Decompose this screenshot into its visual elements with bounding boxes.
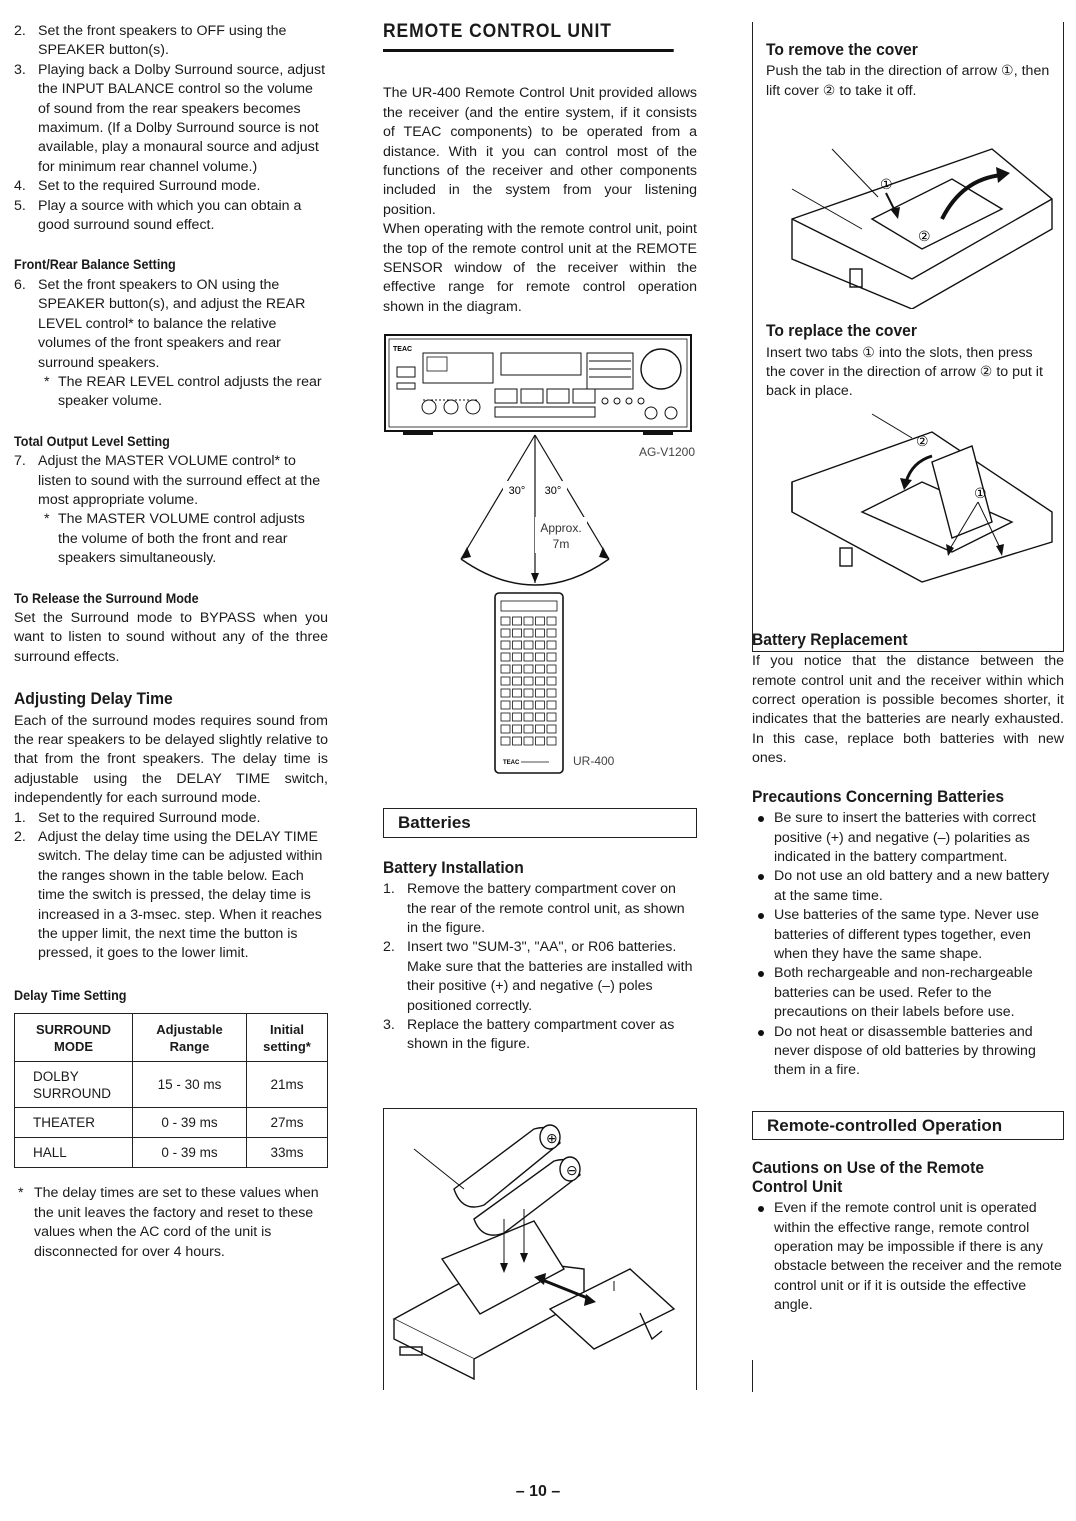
list-item: 3. Playing back a Dolby Surround source, adjust the INPUT BALANCE control so the volume of sound from the rear speakers becomes maximum. (If a Dolby Surround source is not available, play a monaural source and adjust for minimum rear channel volume.) <box>14 61 326 175</box>
table-header: Initial setting* <box>247 1014 328 1062</box>
receiver-illustration <box>385 335 695 459</box>
delay-intro: Each of the surround modes requires sound from the rear speakers to be delayed slightly relative to that from the front speakers. The delay time is adjustable using the DELAY TIME switch, independently for each surround mode. <box>14 712 328 807</box>
table-row <box>15 1138 328 1168</box>
tab-label-1: ① <box>880 176 893 193</box>
column-middle <box>383 22 697 1055</box>
receiver-model-label: AG-V1200 <box>638 445 695 460</box>
distance-label: Approx. <box>540 521 582 536</box>
cover-label-2: ② <box>916 432 929 449</box>
list-item: Both rechargeable and non-rechargeable batteries can be used. Refer to the precautions on their labels before use. <box>752 964 1064 1022</box>
delay-time-table <box>14 1013 328 1168</box>
column-rule <box>752 1360 753 1392</box>
receiver-brand: TEAC <box>393 346 413 354</box>
table-header-row <box>15 1014 328 1062</box>
remote-intro-2: When operating with the remote control unit, point the top of the remote control unit at the REMOTE SENSOR window of the receiver within the effective range for remote control operation shown in the diagram. <box>383 221 697 315</box>
replace-cover-heading: To replace the cover <box>766 321 917 341</box>
table-cell: 33ms <box>247 1138 328 1168</box>
remove-cover-text: Push the tab in the direction of arrow ①, then lift cover ② to take it off. <box>766 63 1050 99</box>
battery-install-figure <box>384 1109 695 1387</box>
list-item: 6. Set the front speakers to ON using the SPEAKER button(s), and adjust the REAR LEVEL control* to balance the relative volumes of the front speakers and rear surround speakers. <box>14 276 306 371</box>
list-item: 2. Set the front speakers to OFF using the SPEAKER button(s). <box>14 23 287 59</box>
page-number: – 10 – <box>515 1483 561 1500</box>
surround-steps-list <box>14 22 328 235</box>
table-cell: 0 - 39 ms <box>133 1138 247 1168</box>
table-header: Adjustable Range <box>133 1014 247 1062</box>
batteries-heading: Batteries <box>383 808 697 837</box>
list-item: 1. Remove the battery compartment cover on the rear of the remote control unit, as shown in the figure. <box>383 881 685 936</box>
delay-steps-list <box>14 809 328 964</box>
list-item: Even if the remote control unit is operated within the effective range, remote control operation may be impossible if there is any obstacle between the receiver and the remote control unit or if it is outside the effective angle. <box>752 1199 1064 1315</box>
remove-cover-figure <box>752 109 1062 309</box>
remove-cover-heading: To remove the cover <box>766 40 918 59</box>
table-row <box>15 1108 328 1138</box>
column-right <box>752 22 1064 1316</box>
cover-label-2: ② <box>918 228 931 245</box>
table-cell: 0 - 39 ms <box>133 1108 247 1138</box>
remote-control-illustration <box>495 593 615 773</box>
battery-replacement-text: If you notice that the distance between the remote control unit and the receiver within which correct operation is possible becomes shorter, it indicates that the batteries are nearly exhausted. In this case, replace both batteries with new ones. <box>752 653 1064 767</box>
tab-label-1: ① <box>974 484 987 501</box>
delay-table-heading: Delay Time Setting <box>14 986 127 1003</box>
list-item: 1. Set to the required Surround mode. <box>14 809 261 826</box>
install-steps-list <box>383 880 697 1055</box>
table-cell: 15 - 30 ms <box>133 1062 247 1108</box>
list-item: Do not heat or disassemble batteries and never dispose of old batteries by throwing them in a fire. <box>752 1023 1064 1081</box>
list-item: 2. Insert two "SUM-3", "AA", or R06 batteries. Make sure that the batteries are installed with their positive (+) and negative (–) poles positioned correctly. <box>383 939 693 1014</box>
column-left <box>14 22 328 1262</box>
table-footnote: * The delay times are set to these values when the unit leaves the factory and reset to these values when the AC cord of the unit is disconnected for over 4 hours. <box>18 1185 319 1260</box>
table-row <box>15 1062 328 1108</box>
range-cone <box>461 435 609 585</box>
battery-figure-frame <box>383 1108 697 1390</box>
table-cell: 27ms <box>247 1108 328 1138</box>
table-header: SURROUND MODE <box>15 1014 133 1062</box>
list-item: 4. Set to the required Surround mode. <box>14 178 261 195</box>
list-item: 5. Play a source with which you can obtain a good surround sound effect. <box>14 197 302 234</box>
cautions-list <box>752 1199 1064 1315</box>
release-surround-heading: To Release the Surround Mode <box>14 589 199 606</box>
angle-left-label: 30° <box>508 485 526 498</box>
remote-brand: TEAC <box>503 760 520 767</box>
svg-text:⊖: ⊖ <box>566 1162 578 1178</box>
replace-cover-figure <box>752 402 1062 602</box>
svg-text:⊕: ⊕ <box>546 1130 558 1146</box>
list-item: Do not use an old battery and a new battery at the same time. <box>752 867 1064 906</box>
distance-value: 7m <box>552 537 570 552</box>
list-item: 3. Replace the battery compartment cover as shown in the figure. <box>383 1016 675 1053</box>
table-cell: 21ms <box>247 1062 328 1108</box>
page-title: REMOTE CONTROL UNIT <box>383 22 674 52</box>
cautions-heading: Cautions on Use of the Remote Control Unit <box>752 1158 985 1197</box>
footnote: * The REAR LEVEL control adjusts the rear speaker volume. <box>44 373 322 410</box>
total-output-heading: Total Output Level Setting <box>14 432 170 449</box>
angle-right-label: 30° <box>544 485 562 498</box>
battery-installation-heading: Battery Installation <box>383 857 524 877</box>
list-item: Use batteries of the same type. Never use batteries of different types together, even when they have the same shape. <box>752 906 1064 964</box>
list-item: 2. Adjust the delay time using the DELAY TIME switch. The delay time can be adjusted within the ranges shown in the table below. Each time the switch is pressed, the delay time is increased in a 3-msec. step. When it reaches the upper limit, the next time the button is pressed, it goes to the lower limit. <box>14 829 323 962</box>
delay-time-heading: Adjusting Delay Time <box>14 689 173 709</box>
table-cell: DOLBY SURROUND <box>15 1062 133 1108</box>
remote-operation-heading: Remote-controlled Operation <box>752 1111 1064 1140</box>
remote-model-label: UR-400 <box>573 754 615 769</box>
replace-cover-text: Insert two tabs ① into the slots, then press the cover in the direction of arrow ② to put it back in place. <box>766 344 1043 400</box>
remote-intro: The UR-400 Remote Control Unit provided allows the receiver (and the entire system, if it consists of TEAC components) to be operated from a distance. With it you can control most of the functions of the receiver and other components included in the system from your listening position. <box>383 85 697 218</box>
front-rear-balance-heading: Front/Rear Balance Setting <box>14 256 176 273</box>
precautions-heading: Precautions Concerning Batteries <box>752 786 1005 806</box>
precautions-list <box>752 809 1064 1081</box>
footnote: * The MASTER VOLUME control adjusts the volume of both the front and rear speakers simultaneously. <box>44 511 305 567</box>
remote-range-diagram <box>383 331 697 786</box>
list-item: 7. Adjust the MASTER VOLUME control* to listen to sound with the surround effect at the most appropriate volume. <box>14 453 321 508</box>
release-text: Set the Surround mode to BYPASS when you want to listen to sound without any of the three surround effects. <box>14 609 328 665</box>
list-item: Be sure to insert the batteries with correct positive (+) and negative (–) polarities as indicated in the battery compartment. <box>752 809 1064 867</box>
table-cell: THEATER <box>15 1108 133 1138</box>
table-cell: HALL <box>15 1138 133 1168</box>
battery-replacement-heading: Battery Replacement <box>752 629 908 649</box>
